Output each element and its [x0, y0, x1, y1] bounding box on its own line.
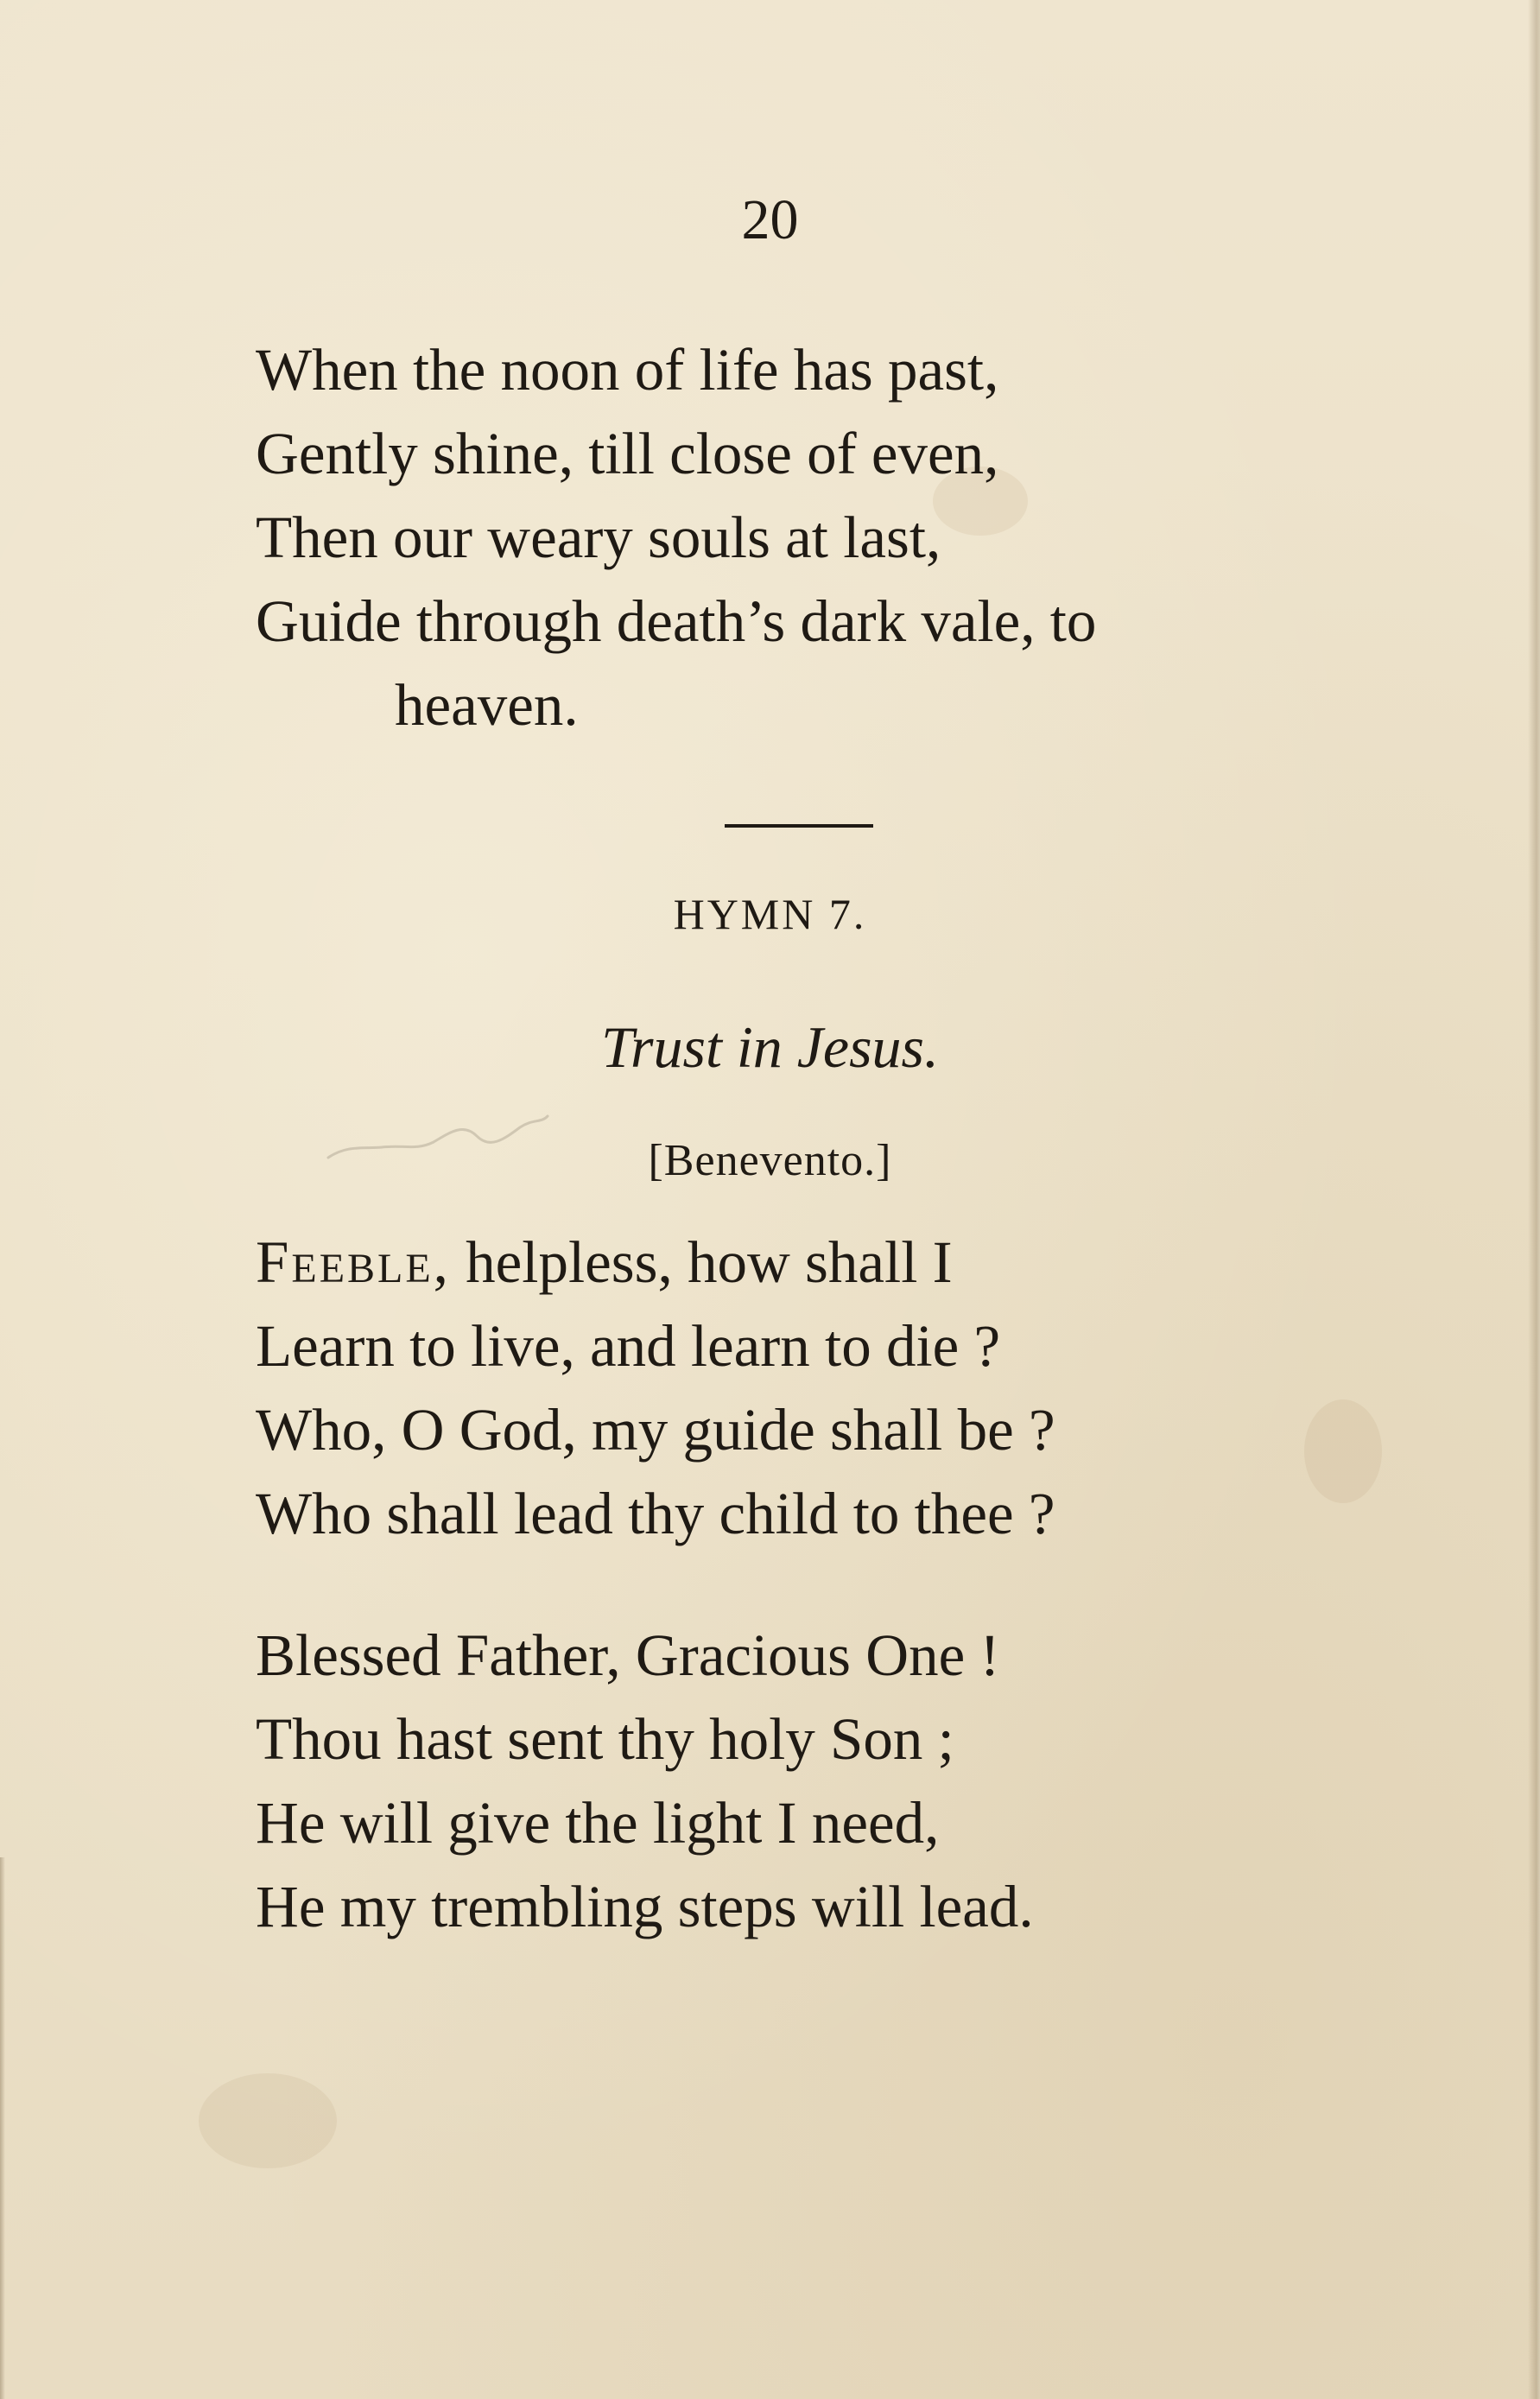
- hymn-stanza-one: [256, 1221, 1055, 1556]
- verse-line-rest: helpless, how shall I: [450, 1229, 953, 1295]
- hymn-stanza-two: [256, 1614, 1034, 1949]
- hymn-title: Trust in Jesus.: [600, 1014, 940, 1080]
- page-edge-shadow: [1528, 0, 1540, 2399]
- section-divider: [725, 824, 873, 828]
- opening-word: Feeble,: [256, 1229, 451, 1295]
- verse-line: Who, O God, my guide shall be ?: [256, 1397, 1055, 1463]
- paper-stain: [1304, 1399, 1382, 1503]
- stanza-continuation: [256, 328, 1096, 747]
- verse-line: Thou hast sent thy holy Son ;: [256, 1706, 954, 1772]
- verse-line: Who shall lead thy child to thee ?: [256, 1481, 1055, 1546]
- verse-line: When the noon of life has past,: [256, 337, 999, 403]
- verse-line: [256, 1221, 1055, 1304]
- verse-line: He my trembling steps will lead.: [256, 1874, 1034, 1939]
- verse-line: He will give the light I need,: [256, 1790, 940, 1856]
- verse-line: Then our weary souls at last,: [256, 505, 941, 570]
- verse-line: Guide through death’s dark vale, to: [256, 588, 1097, 654]
- verse-line: Learn to live, and learn to die ?: [256, 1313, 1001, 1379]
- verse-line: Blessed Father, Gracious One !: [256, 1622, 1000, 1688]
- verse-line-runover: heaven.: [395, 672, 579, 738]
- page-edge-shadow-left: [0, 1857, 5, 2399]
- page-number: 20: [741, 188, 799, 251]
- tune-name: [Benevento.]: [648, 1136, 892, 1185]
- verse-line: Gently shine, till close of even,: [256, 421, 999, 486]
- paper-stain: [199, 2073, 337, 2168]
- hymn-heading: HYMN 7.: [673, 890, 867, 938]
